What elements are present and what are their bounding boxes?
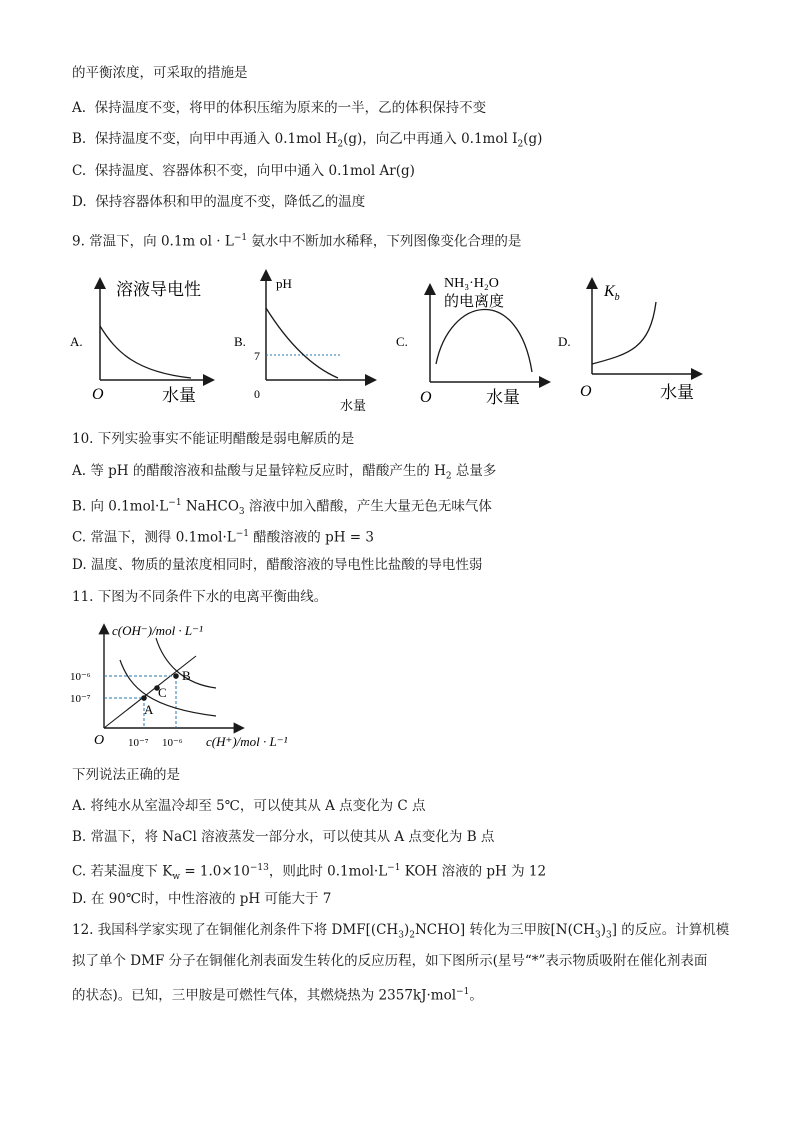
q9-graphs: [66, 268, 736, 416]
q10-option-a: A. 等 pH 的醋酸溶液和盐酸与足量锌粒反应时，醋酸产生的 $H_2$ 总量多: [72, 463, 497, 482]
graph-b-tick: 7: [254, 349, 260, 363]
graph-c-curve: [436, 309, 532, 372]
q12-line-3: 的状态)。已知，三甲胺是可燃性气体，其燃烧热为 2357kJ·mol$^{-1}$。: [72, 987, 483, 1004]
q11-x-tick-lo: 10⁻⁷: [128, 737, 149, 749]
isotherm-low: [120, 660, 216, 716]
q8-stem-tail: 的平衡浓度，可采取的措施是: [72, 65, 248, 81]
q8-option-b: B. 保持温度不变，向甲中再通入 0.1mol $H_2(g)$，向乙中再通入 0.1mol $I_2(g)$: [72, 131, 543, 150]
q11-option-b: B. 常温下，将 NaCl 溶液蒸发一部分水，可以使其从 A 点变化为 B 点: [72, 829, 495, 845]
point-b-label: B: [182, 668, 191, 683]
q11-origin: O: [94, 733, 105, 748]
graph-c-ylabel-2: 的电离度: [444, 292, 505, 310]
q11-y-tick-hi: 10⁻⁶: [70, 671, 91, 683]
graph-c: [396, 276, 548, 408]
point-c-label: C: [158, 685, 167, 700]
q11-lead: 下列说法正确的是: [72, 767, 180, 783]
q11-ylabel: c(OH⁻)/mol · L⁻¹: [112, 623, 203, 638]
graph-d-xlabel: 水量: [660, 383, 694, 403]
graph-a-origin: O: [92, 386, 104, 403]
q11-option-c: C. 若某温度下 $K_w = 1.0\times 10^{-13}$，则此时 $0.1mol\cdot L^{-1}$ KOH 溶液的 pH 为 12: [72, 863, 547, 883]
q11-option-a: A. 将纯水从室温冷却至 5℃，可以使其从 A 点变化为 C 点: [72, 798, 426, 814]
q11-stem: 11. 下图为不同条件下水的电离平衡曲线。: [72, 589, 328, 605]
q10-stem: 10. 下列实验事实不能证明醋酸是弱电解质的是: [72, 431, 355, 447]
graph-c-origin: O: [420, 389, 432, 406]
q9-stem: 9. 常温下，向 0.1m ol · $L^{-1}$ 氨水中不断加水稀释，下列图像变化合理的是: [72, 233, 522, 250]
q11-option-d: D. 在 90℃时，中性溶液的 pH 可能大于 7: [72, 891, 332, 907]
graph-d-origin: O: [580, 383, 592, 400]
neutral-line: [104, 656, 196, 728]
graph-a: [70, 280, 212, 406]
point-a-dot: [141, 695, 147, 701]
graph-a-xlabel: 水量: [162, 386, 196, 406]
graph-b-xlabel: 水量: [340, 399, 367, 414]
q10-option-c: C. 常温下，测得 $0.1mol\cdot L^{-1}$ 醋酸溶液的 pH = 3: [72, 529, 374, 546]
q10-option-d: D. 温度、物质的量浓度相同时，醋酸溶液的导电性比盐酸的导电性弱: [72, 557, 483, 573]
graph-d: [558, 280, 700, 403]
graph-b-origin: 0: [254, 387, 260, 401]
point-b-dot: [173, 673, 179, 679]
q11-xlabel: c(H⁺)/mol · L⁻¹: [206, 734, 288, 749]
q8-option-c: C. 保持温度、容器体积不变，向甲中通入 0.1mol Ar(g): [72, 163, 415, 179]
graph-a-ylabel: 溶液导电性: [116, 280, 201, 300]
graph-a-curve: [100, 326, 191, 378]
point-a-label: A: [144, 702, 154, 717]
q8-option-a: A. 保持温度不变，将甲的体积压缩为原来的一半，乙的体积保持不变: [72, 100, 487, 116]
graph-c-letter: C.: [396, 334, 408, 349]
graph-b-curve: [266, 308, 338, 378]
q11-y-tick-lo: 10⁻⁷: [70, 693, 91, 705]
graph-d-curve: [592, 302, 656, 364]
q12-line-2: 拟了单个 DMF 分子在铜催化剂表面发生转化的反应历程，如下图所示(星号“*”表示物质吸附在催化剂表面: [72, 953, 708, 969]
graph-c-xlabel: 水量: [486, 388, 520, 408]
graph-d-ylabel: $K_b$: [604, 283, 620, 303]
q12-line-1: 12. 我国科学家实现了在铜催化剂条件下将 $DMF[(CH_3)_2NCHO]$ 转化为三甲胺$[N(CH_3)_3]$ 的反应。计算机模: [72, 922, 730, 941]
graph-c-ylabel-1: NH₃·H₂O: [444, 276, 499, 291]
graph-a-letter: A.: [70, 334, 83, 349]
graph-d-letter: D.: [558, 334, 571, 349]
graph-b: [234, 272, 374, 414]
q11-graph: [66, 616, 316, 754]
q8-option-d: D. 保持容器体积和甲的温度不变，降低乙的温度: [72, 194, 366, 210]
graph-b-ylabel: pH: [276, 276, 292, 291]
graph-b-letter: B.: [234, 334, 246, 349]
q10-option-b: B. 向 $0.1mol\cdot L^{-1}$ NaHCO$_3$ 溶液中加入醋酸，产生大量无色无味气体: [72, 498, 492, 518]
q11-x-tick-hi: 10⁻⁶: [162, 737, 183, 749]
